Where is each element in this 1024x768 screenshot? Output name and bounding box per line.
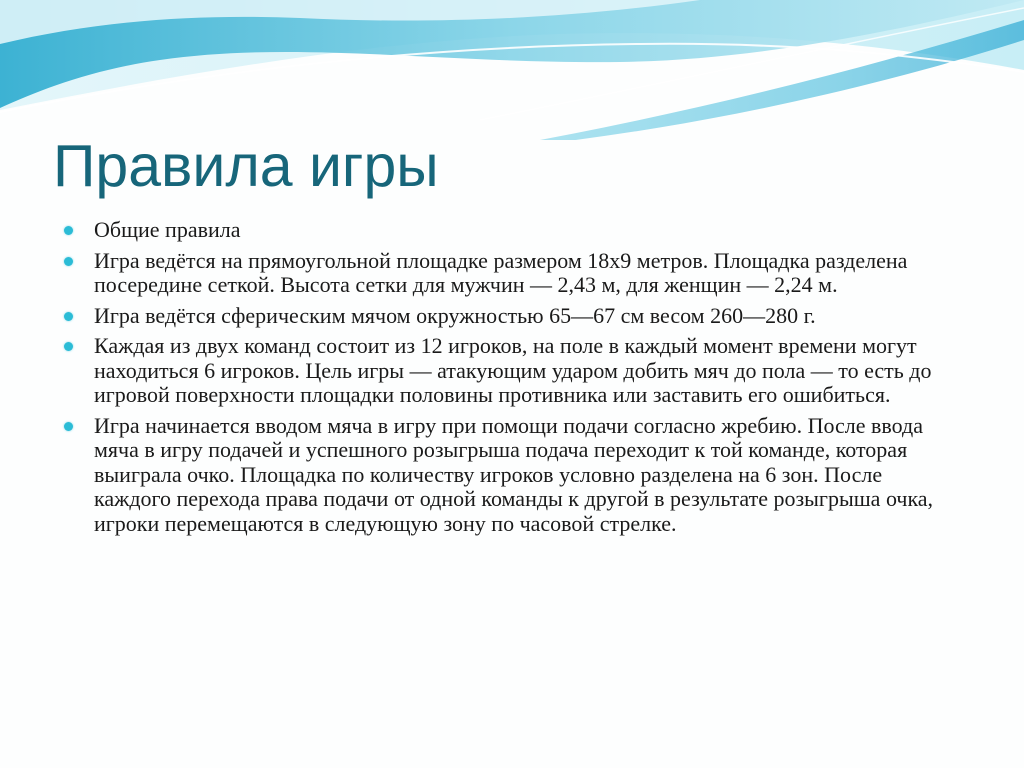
list-item (64, 414, 964, 537)
list-item (64, 218, 964, 243)
list-item (64, 334, 964, 408)
bullet-dot-icon (64, 342, 73, 351)
bullet-text: Игра ведётся сферическим мячом окружностью 65—67 см весом 260—280 г. (94, 302, 816, 328)
list-item (64, 249, 964, 298)
bullet-text: Игра начинается вводом мяча в игру при помощи подачи согласно жребию. После ввода мяча в игру подачей и успешного розыгрыша подача переходит к той команде, которая выиграла очко. Площадка по количеству игроков условно разделена на 6 зон. После каждого перехода права подачи от одной команды к другой в результате розыгрыша очка, игроки перемещаются в следующую зону по часовой стрелке. (94, 412, 934, 536)
bullet-dot-icon (64, 312, 73, 321)
bullet-text: Каждая из двух команд состоит из 12 игроков, на поле в каждый момент времени могут находиться 6 игроков. Цель игры — атакующим ударом добить мяч до пола — то есть до игровой поверхности площадки половины противника или заставить его ошибиться. (94, 333, 932, 407)
slide-title: Правила игры (53, 133, 439, 199)
bullet-text: Игра ведётся на прямоугольной площадке размером 18х9 метров. Площадка разделена посередине сеткой. Высота сетки для мужчин — 2,43 м, для женщин — 2,24 м. (94, 247, 908, 297)
bullet-dot-icon (64, 226, 73, 235)
list-item (64, 304, 964, 329)
header-wave-decoration (0, 0, 1024, 140)
bullet-dot-icon (64, 257, 73, 266)
bullet-dot-icon (64, 422, 73, 431)
bullet-text: Общие правила (94, 217, 241, 242)
bullet-list (64, 218, 964, 542)
